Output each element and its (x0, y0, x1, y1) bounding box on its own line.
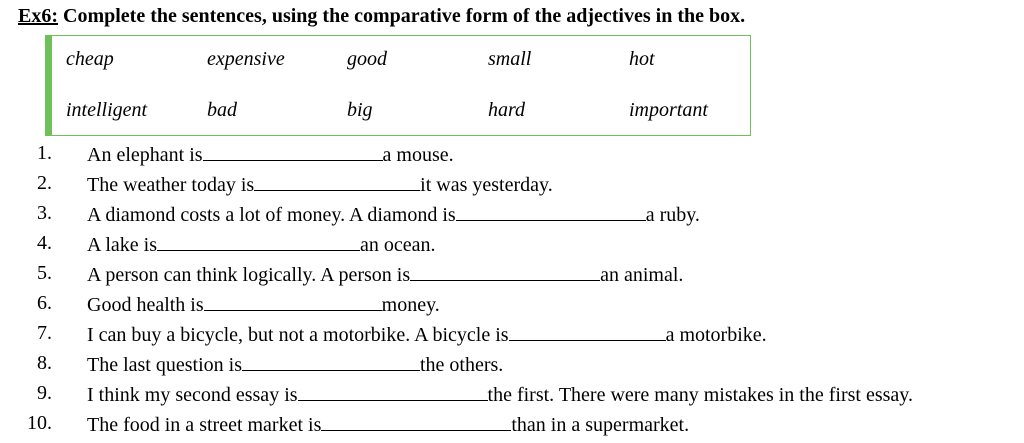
exercise-title (18, 5, 745, 28)
sentence-before: The food in a street market is (87, 414, 322, 436)
sentence-after: the others. (419, 354, 504, 376)
sentence-after: the first. There were many mistakes in the first essay. (487, 384, 913, 406)
sentence-number: 7. (37, 322, 52, 344)
answer-blank[interactable] (410, 262, 600, 281)
sentence-item (0, 142, 1024, 172)
exercise-instruction: Complete the sentences, using the comparative form of the adjectives in the box. (63, 5, 746, 27)
sentence-before: I can buy a bicycle, but not a motorbike. A bicycle is (87, 324, 509, 346)
word-cheap: cheap (66, 48, 114, 70)
answer-blank[interactable] (203, 142, 383, 161)
sentence-item (0, 202, 1024, 232)
sentence-number: 1. (37, 142, 52, 164)
answer-blank[interactable] (298, 382, 488, 401)
sentence-before: Good health is (87, 294, 204, 316)
sentence-after: money. (381, 294, 440, 316)
sentence-text (87, 412, 689, 437)
sentence-number: 9. (37, 382, 52, 404)
sentence-after: a mouse. (382, 144, 454, 166)
sentence-text (87, 382, 913, 407)
sentence-item (0, 382, 1024, 412)
sentence-after: a ruby. (645, 204, 700, 226)
sentence-text (87, 292, 440, 317)
sentence-before: I think my second essay is (87, 384, 298, 406)
sentence-number: 2. (37, 172, 52, 194)
sentence-text (87, 172, 553, 197)
sentence-number: 3. (37, 202, 52, 224)
sentence-number: 6. (37, 292, 52, 314)
sentence-text (87, 322, 767, 347)
sentence-text (87, 352, 503, 377)
sentence-item (0, 292, 1024, 322)
word-important: important (629, 99, 708, 121)
sentence-item (0, 232, 1024, 262)
answer-blank[interactable] (204, 292, 382, 311)
word-hot: hot (629, 48, 655, 70)
answer-blank[interactable] (509, 322, 666, 341)
sentence-item (0, 172, 1024, 202)
sentence-text (87, 262, 683, 287)
exercise-label: Ex6: (18, 5, 58, 27)
word-bad: bad (207, 99, 237, 121)
sentence-text (87, 232, 436, 257)
word-expensive: expensive (207, 48, 285, 70)
sentence-before: A diamond costs a lot of money. A diamond is (87, 204, 456, 226)
sentence-number: 8. (37, 352, 52, 374)
word-intelligent: intelligent (66, 99, 148, 121)
adjective-word-box (45, 35, 751, 136)
sentence-before: An elephant is (87, 144, 203, 166)
word-good: good (347, 48, 387, 70)
sentence-after: than in a supermarket. (511, 414, 690, 436)
word-hard: hard (488, 99, 526, 121)
answer-blank[interactable] (254, 172, 420, 191)
word-big: big (347, 99, 373, 121)
sentence-number: 4. (37, 232, 52, 254)
sentence-item (0, 412, 1024, 442)
sentence-item (0, 322, 1024, 352)
word-small: small (488, 48, 532, 70)
sentence-after: a motorbike. (665, 324, 767, 346)
sentence-text (87, 202, 700, 227)
sentence-text (87, 142, 454, 167)
sentence-item (0, 262, 1024, 292)
sentence-before: A person can think logically. A person is (87, 264, 411, 286)
sentence-item (0, 352, 1024, 382)
sentence-number: 5. (37, 262, 52, 284)
sentence-after: an ocean. (360, 234, 436, 256)
sentence-before: The last question is (87, 354, 242, 376)
sentence-before: A lake is (87, 234, 157, 256)
answer-blank[interactable] (242, 352, 420, 371)
sentence-after: an animal. (600, 264, 684, 286)
answer-blank[interactable] (157, 232, 360, 251)
answer-blank[interactable] (456, 202, 646, 221)
sentence-after: it was yesterday. (420, 174, 553, 196)
sentence-number: 10. (27, 412, 52, 434)
answer-blank[interactable] (321, 412, 511, 431)
sentence-before: The weather today is (87, 174, 255, 196)
